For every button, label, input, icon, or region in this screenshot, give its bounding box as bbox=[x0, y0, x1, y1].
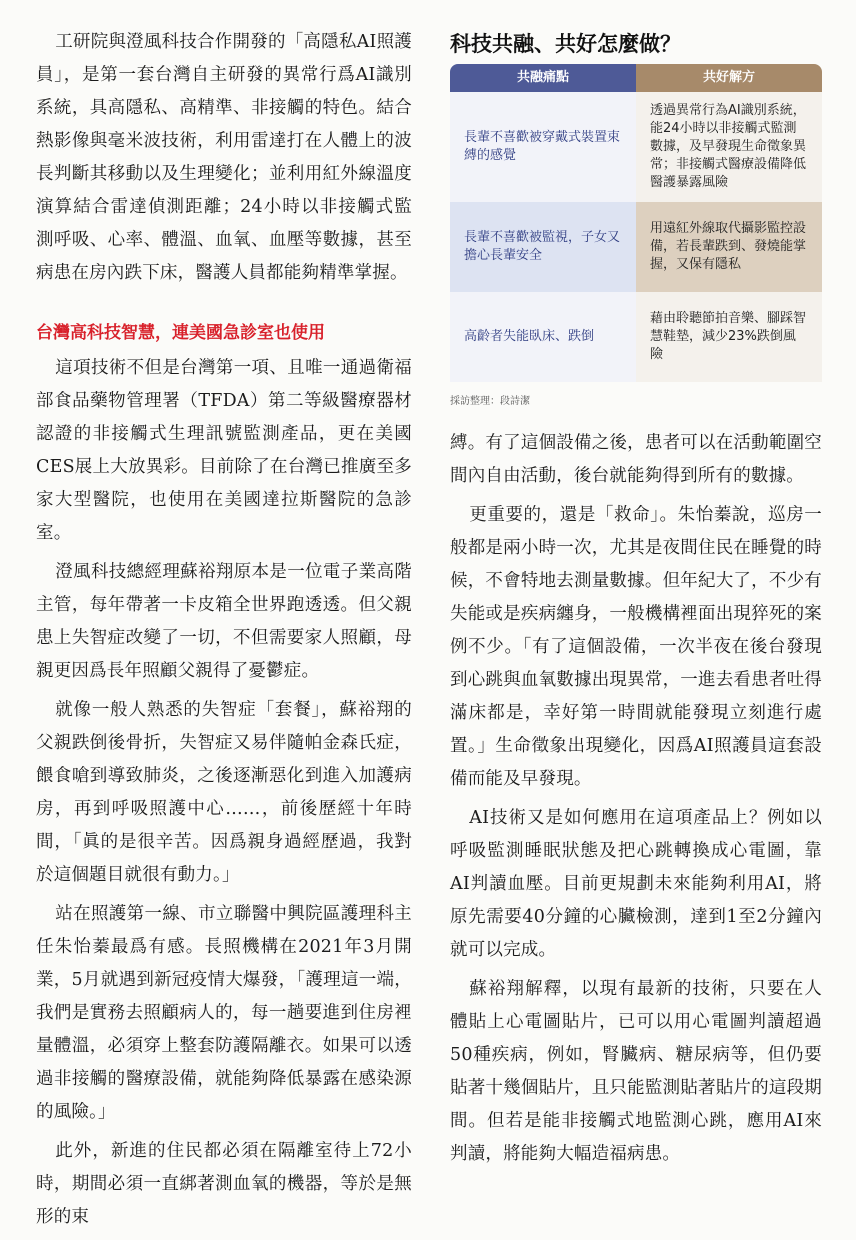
table-row bbox=[450, 202, 822, 292]
paragraph-isolation: 此外，新進的住民都必須在隔離室待上72小時，期間必須一直綁著測血氧的機器，等於是無形的束 bbox=[36, 1141, 412, 1227]
right-column bbox=[450, 0, 822, 1177]
header-pain-points: 共融痛點 bbox=[450, 64, 636, 92]
table-row bbox=[450, 92, 822, 202]
pain-cell: 高齡者失能臥床、跌倒 bbox=[450, 292, 636, 382]
solution-cell: 藉由聆聽節拍音樂、腳踩智慧鞋墊，減少23%跌倒風險 bbox=[636, 292, 822, 382]
sidebar-box-title: 科技共融、共好怎麼做？ bbox=[450, 32, 681, 56]
paragraph-ecg: 蘇裕翔解釋，以現有最新的技術，只要在人體貼上心電圖貼片，已可以用心電圖判讀超過50種疾病，例如，腎臟病、糖尿病等，但仍要貼著十幾個貼片，且只能監測貼著貼片的這段期間。但若是能非接觸式地監測心跳，應用AI來判讀，將能夠大幅造福病患。 bbox=[450, 979, 822, 1164]
pain-cell: 長輩不喜歡被穿戴式裝置束縛的感覺 bbox=[450, 92, 636, 202]
paragraph-save-lives: 更重要的，還是「救命」。朱怡蓁說，巡房一般都是兩小時一次，尤其是夜間住民在睡覺的時候，不會特地去測量數據。但年紀大了，不少有失能或是疾病纏身，一般機構裡面出現猝死的案例不少。「有了這個設備，一次半夜在後台發現到心跳與血氧數據出現異常，一進去看患者吐得滿床都是，幸好第一時間就能發現立刻進行處置。」生命徵象出現變化，因爲AI照護員這套設備而能及早發現。 bbox=[450, 505, 822, 789]
paragraph-nurse: 站在照護第一線、市立聯醫中興院區護理科主任朱怡蓁最爲有感。長照機構在2021年3月開業，5月就遇到新冠疫情大爆發，「護理這一端，我們是實務去照顧病人的，每一趟要進到住房裡量體溫，必須穿上整套防護隔離衣。如果可以透過非接觸的醫療設備，就能夠降低暴露在感染源的風險。」 bbox=[36, 904, 412, 1122]
paragraph-ai-tech: AI技術又是如何應用在這項產品上？例如以呼吸監測睡眠狀態及把心跳轉換成心電圖，靠AI判讀血壓。目前更規劃未來能夠利用AI，將原先需要40分鐘的心臟檢測，達到1至2分鐘內就可以完成。 bbox=[450, 808, 822, 960]
paragraph-continued: 縛。有了這個設備之後，患者可以在活動範圍空間內自由活動，後台就能夠得到所有的數據。 bbox=[450, 433, 822, 486]
paragraph-founder: 澄風科技總經理蘇裕翔原本是一位電子業高階主管，每年帶著一卡皮箱全世界跑透透。但父親患上失智症改變了一切，不但需要家人照顧，母親更因爲長年照顧父親得了憂鬱症。 bbox=[36, 562, 412, 681]
comparison-table bbox=[450, 64, 822, 382]
left-column bbox=[36, 0, 412, 1240]
header-solutions: 共好解方 bbox=[636, 64, 822, 92]
table-row bbox=[450, 292, 822, 382]
paragraph-intro: 工研院與澄風科技合作開發的「高隱私AI照護員」，是第一套台灣自主研發的異常行爲AI識別系統，具高隱私、高精準、非接觸的特色。結合熱影像與毫米波技術，利用雷達打在人體上的波長判斷其移動以及生理變化；並利用紅外線溫度演算結合雷達偵測距離；24小時以非接觸式監測呼吸、心率、體溫、血氧、血壓等數據，甚至病患在房內跌下床，醫護人員都能夠精準掌握。 bbox=[36, 32, 412, 283]
source-credit: 採訪整理：段詩潔 bbox=[450, 396, 530, 407]
section-subheading: 台灣高科技智慧，連美國急診室也使用 bbox=[36, 323, 325, 343]
paragraph-dementia: 就像一般人熟悉的失智症「套餐」，蘇裕翔的父親跌倒後骨折，失智症又易伴隨帕金森氏症，餵食嗆到導致肺炎，之後逐漸惡化到進入加護病房，再到呼吸照護中心……，前後歷經十年時間，「眞的是很辛苦。因爲親身過經歷過，我對於這個題目就很有動力。」 bbox=[36, 700, 412, 885]
paragraph-tfda: 這項技術不但是台灣第一項、且唯一通過衛福部食品藥物管理署（TFDA）第二等級醫療器材認證的非接觸式生理訊號監測產品，更在美國CES展上大放異彩。目前除了在台灣已推廣至多家大型醫院，也使用在美國達拉斯醫院的急診室。 bbox=[36, 358, 412, 543]
table-header-row bbox=[450, 64, 822, 92]
solution-cell: 透過異常行為AI識別系統，能24小時以非接觸式監測數據，及早發現生命徵象異常；非接觸式醫療設備降低醫護暴露風險 bbox=[636, 92, 822, 202]
pain-cell: 長輩不喜歡被監視，子女又擔心長輩安全 bbox=[450, 202, 636, 292]
solution-cell: 用遠紅外線取代攝影監控設備，若長輩跌到、發燒能掌握，又保有隱私 bbox=[636, 202, 822, 292]
